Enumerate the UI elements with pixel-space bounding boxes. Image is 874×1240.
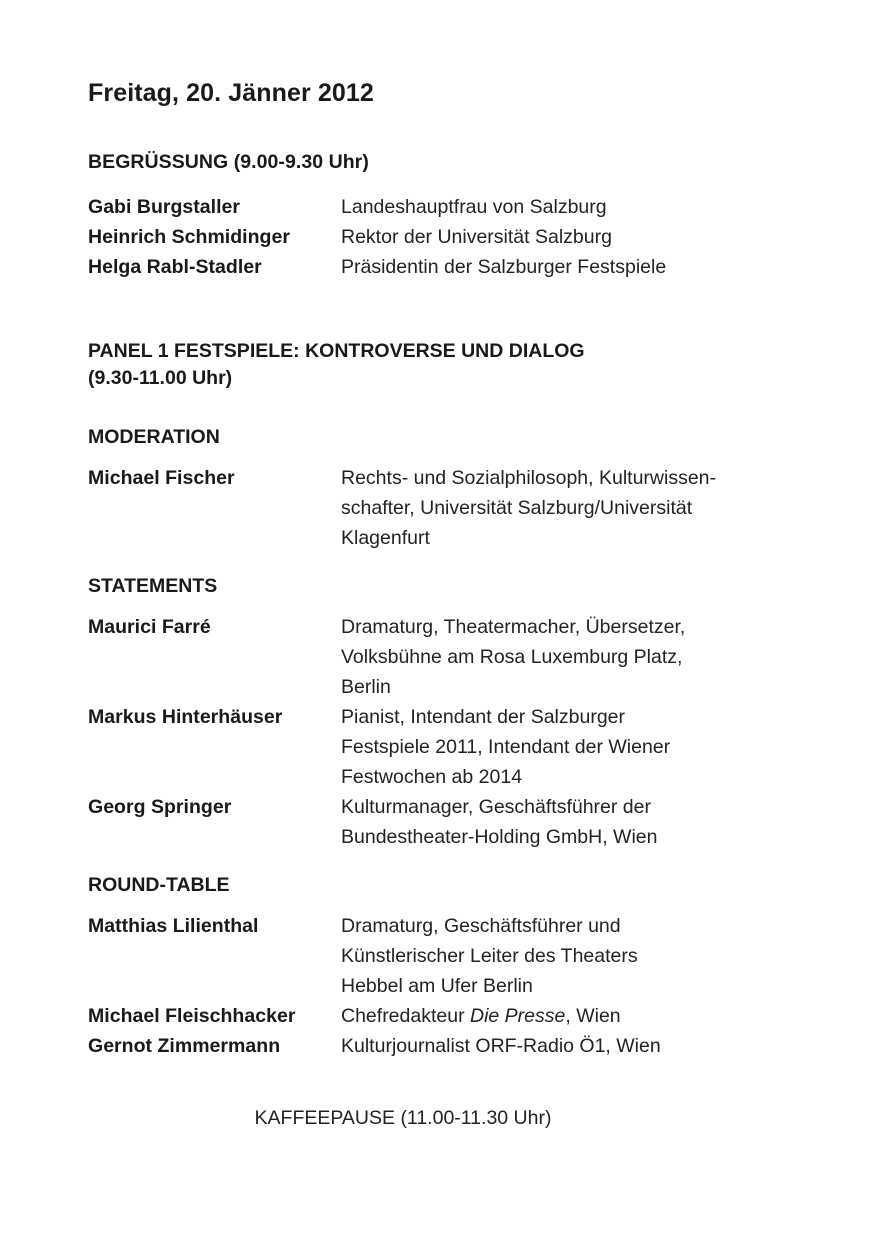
entry-role: Kulturjournalist ORF-Radio Ö1, Wien: [341, 1034, 661, 1057]
list-item: [88, 1031, 788, 1061]
moderation-entry-list: [88, 463, 788, 553]
entry-role: Rektor der Universität Salzburg: [341, 225, 612, 248]
entry-name: Michael Fischer: [88, 466, 235, 489]
entry-role: Landeshauptfrau von Salzburg: [341, 195, 607, 218]
spacer: [88, 553, 788, 575]
spacer: [88, 852, 788, 874]
entry-name: Georg Springer: [88, 795, 232, 818]
list-item: [88, 792, 788, 852]
entry-name: Heinrich Schmidinger: [88, 225, 290, 248]
greeting-entry-list: [88, 192, 788, 282]
entry-name: Maurici Farré: [88, 615, 211, 638]
entry-name: Matthias Lilienthal: [88, 914, 259, 937]
list-item: [88, 702, 788, 792]
entry-role: Dramaturg, Theatermacher, Übersetzer, Volksbühne am Rosa Luxemburg Platz, Berlin: [341, 615, 686, 698]
entry-role: Pianist, Intendant der Salzburger Festspiele 2011, Intendant der Wiener Festwochen ab 2014: [341, 705, 671, 788]
entry-role: Dramaturg, Geschäftsführer und Künstlerischer Leiter des Theaters Hebbel am Ufer Berlin: [341, 914, 638, 997]
list-item: [88, 463, 788, 553]
section-heading-moderation: MODERATION: [88, 425, 220, 448]
page-title: Freitag, 20. Jänner 2012: [88, 79, 374, 107]
spacer: [88, 282, 788, 338]
spacer: [88, 392, 788, 426]
section-heading-statements: STATEMENTS: [88, 574, 218, 597]
program-content: [88, 78, 788, 1130]
list-item: [88, 222, 788, 252]
break-note: KAFFEEPAUSE (11.00-11.30 Uhr): [254, 1106, 552, 1129]
list-item: [88, 911, 788, 1001]
list-item: [88, 192, 788, 222]
entry-name: Gernot Zimmermann: [88, 1034, 281, 1057]
entry-role-pre: Chefredakteur: [341, 1004, 470, 1027]
list-item: [88, 252, 788, 282]
section-heading-greeting: BEGRÜSSUNG (9.00-9.30 Uhr): [88, 151, 369, 173]
entry-role: Präsidentin der Salzburger Festspiele: [341, 255, 667, 278]
panel-title-line1: PANEL 1 FESTSPIELE: KONTROVERSE UND DIALOG: [88, 339, 585, 362]
entry-name: Michael Fleischhacker: [88, 1004, 296, 1027]
entry-name: Markus Hinterhäuser: [88, 705, 283, 728]
list-item: [88, 1001, 788, 1031]
section-heading-roundtable: ROUND-TABLE: [88, 873, 230, 896]
entry-role: Kulturmanager, Geschäftsführer der Bundestheater-Holding GmbH, Wien: [341, 795, 658, 848]
panel-title: [88, 338, 788, 392]
statements-entry-list: [88, 612, 788, 852]
entry-role-title: Die Presse: [470, 1004, 566, 1027]
entry-name: Gabi Burgstaller: [88, 195, 241, 218]
roundtable-entry-list: [88, 911, 788, 1061]
panel-title-line2: (9.30-11.00 Uhr): [88, 366, 233, 389]
entry-role-post: , Wien: [565, 1004, 621, 1027]
entry-role: [341, 1001, 788, 1031]
entry-role: Rechts- und Sozialphilosoph, Kulturwissen- schafter, Universität Salzburg/Universität Klagenfurt: [341, 466, 717, 549]
list-item: [88, 612, 788, 702]
entry-name: Helga Rabl-Stadler: [88, 255, 262, 278]
